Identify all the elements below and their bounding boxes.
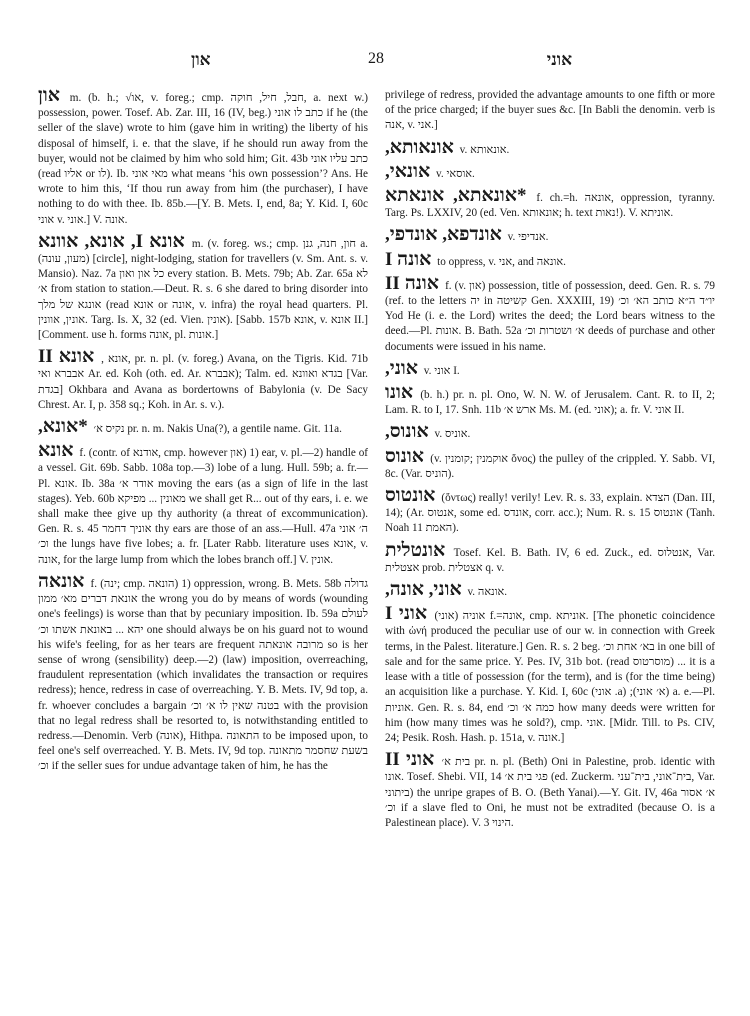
dictionary-entry [385, 445, 716, 482]
dictionary-entry [385, 136, 715, 158]
header-left-catchword: און [191, 50, 211, 69]
right-column [385, 88, 715, 837]
page-number: 28 [368, 50, 384, 67]
entry-text: v. אונאותא. [459, 143, 510, 156]
entry-text: (v. אוקמנין ;קומנין ὄνος) the pulley of the crippled. Y. Sabb. VI, 8c. (Var. הוניס). [385, 452, 716, 480]
entry-text: f. (ינה; cmp. הונאה) 1) oppression, wrong. B. Mets. 58b גדולה אונאת דברים מא׳ ממון the wrong you do by means of words (wounding one's feelings) is worse than that by pecuniary imposition. Ib. 59a לעולם יהא ... באונאת אשתו וכ׳ one should always be on his guard not to wound his wife's feeling, for as her tears are frequent מרובה אונאתה so is her sense of wrong (sensibility) deep.—2) (law) imposition, overreaching, fraudulent representation (which invalidates the transaction or requires redress); hence, redress in case of overreaching. Y. B. Mets. IV, 9d top, a. fr. whoever concludes a bargain בטנה שאין לו א׳ וכ׳ with the provision that no legal redress shall be resorted to, is notwithstanding entitled to redress.—Denomin. Verb (אונה), Hithpa. התאונה to be imposed upon, to feel one's self overreached. Y. B. Mets. IV, 9d top. בשעת שחסמר מתאונה וכ׳ if the seller sues for undue advantage taken of him, he has the [38, 577, 369, 773]
dictionary-entry [385, 749, 716, 831]
entry-text: v. אנדיפי. [507, 231, 549, 244]
dictionary-entry [38, 440, 369, 568]
entry-headword: אוני I [385, 603, 428, 625]
dictionary-entry [385, 485, 716, 537]
entry-headword: און [38, 85, 60, 106]
entry-headword: אוני II [385, 749, 435, 771]
entry-headword: אוני, [385, 357, 418, 379]
entry-headword: אונו [385, 382, 414, 404]
dictionary-entry [385, 357, 715, 379]
dictionary-entry [385, 421, 715, 443]
entry-text: f. (contr. of אודנא, cmp. however און) 1) ear, v. pl.—2) handle of a vessel. Git. 69b. Sabb. 108a top.—3) lobe of a lung. Hull. 59b; a. fr.—Pl. אונא. Ib. 38a אודר א׳ moving the ears (as a sign of life in the last stages). Yeb. 60b מאונין ... מפיקא we shall get R... out of thy ears, i. e. we shall make thee give up thy authority (a threat of excommunication). Gen. R. s. 45 אוניך דחמר thy ears are those of an ass.—Hull. 47a ה׳ אוני וכ׳ the lungs have five lobes; a. fr. [Later Rabb. literature uses אונא, v. אונה, for the large lump from which the lobes branch off.] V. אונין. [38, 447, 369, 566]
entry-text: m. (b. h.; √או, v. foreg.; cmp. חבל, חיל, חוקה, a. next w.) possession, power. Tosef. Ab. Zar. III, 16 (IV, beg.) כתב לו אוני if he (the seller of the slave) wrote to him (gave him in writing) the liberty of his disposal of himself, i. e. that the slave, if he should run away from the buyer, would not be claimed by him who sold him; Git. 43b כתב עליו אוני (read אליו or לו). Ib. מאי אוני what means ‘his own possession’? Ans. He wrote to him this, ‘If thou run away from him (the purchaser), I have nothing to do with thee. Ib. 85b.—[Y. B. Mets. I, end, 8a; Y. Kid. I, 60c אוני v. אוני.] V. אונה. [38, 92, 368, 226]
entry-text: Tosef. Kel. B. Bath. IV, 6 ed. Zuck., ed. אנטלוס, Var. אצטלית prob. אצטלית q. v. [385, 546, 715, 574]
dictionary-entry [385, 185, 715, 221]
entry-text: v. אוניס. [434, 428, 471, 441]
left-column [38, 85, 369, 781]
entry-text: (ὄντως) really! verily! Lev. R. s. 33, explain. הצדא (Dan. III, 14); (Ar. אנטוס, some ed. אונדס, corr. acc.); Num. R. s. 15 אונטוס (Tanh. Noah 11 האמת). [385, 492, 716, 535]
entry-text: , אונא, pr. n. pl. (v. foreg.) Avana, on the Tigris. Kid. 71b אבברא ואי Ar. ed. Koh (oth. ed. Ar. אבברא); Talm. ed. בגדא ואוונא [Var. בגדת] Okhbara and Avana as bordertowns of Babylonia (v. De Sacy Chrest. Ar. I, p. 358 sq.; Koh. in Ar. s. v.). [38, 353, 369, 411]
page-header [38, 50, 714, 76]
entry-headword: אונא [38, 440, 74, 462]
dictionary-entry [38, 346, 369, 413]
entry-text: f. (v. און) possession, title of possession, deed. Gen. R. s. 79 (ref. to the letters יה in קשיטה Gen. XXXIII, 19) יו״ד ה״א כותב הא׳ וכ׳ Yod He (i. e. the Lord) writes the deed; the Lord bears witness to the deed.—Pl. אונות. B. Bath. 52a א׳ ושטרות וכ׳ deeds of purchase and other documents were issued in his name. [385, 279, 715, 353]
header-right-catchword: אוני [546, 50, 572, 69]
entry-headword: אונאי, [385, 160, 431, 182]
dictionary-entry [385, 603, 716, 746]
entry-headword: *אונאתא, אונאתא [385, 185, 527, 207]
entry-headword: אונה II [385, 272, 439, 294]
dictionary-entry [385, 248, 715, 270]
dictionary-entry [385, 272, 715, 355]
dictionary-entry [38, 85, 368, 228]
dictionary-entry [38, 230, 369, 343]
entry-text: privilege of redress, provided the advantage amounts to one fifth or more of the price charged; if the buyer sues &c. [In Babli the denomin. verb is אנה, v. אני.] [385, 89, 715, 132]
entry-headword: אונדפא, אונדפי, [385, 224, 502, 246]
entry-headword: אונוס, [385, 421, 429, 443]
entry-headword: אונא II [38, 346, 95, 368]
dictionary-entry [385, 579, 715, 601]
dictionary-entry [385, 382, 716, 418]
entry-headword: אוני, אונה, [385, 579, 462, 601]
entry-text: v. אוני I. [423, 364, 460, 377]
dictionary-entry-continuation [385, 88, 715, 134]
entry-headword: אונאותא, [385, 136, 454, 158]
entry-text: v. אונאה. [467, 586, 508, 599]
dictionary-entry [38, 416, 368, 438]
entry-headword: אונוס [385, 445, 424, 467]
entry-text: (אוני) אוניה f.=אונה, cmp. אוניתא. [The phonetic coincidence with ὠνή produced the peculiar use of our w. in connection with Greek terms, in the Palest. literature.] Gen. R. s. 2 beg. בא׳ אחת וכ׳ in one bill of sale and for the same price. Y. Pes. IV, 31b bot. (read מוסרטוס) ... it is a lease with a title of possession (for the term), and is (for the time being) an acquisition like a purchase. Y. Kid. I, 60c (אוני .a) ;(א׳ אוני) a. e.—Pl. אוניות. Gen. R. s. 84, end כמה א׳ וכ׳ how many deeds were written for him (how many times was he sold?), cmp. אוני. [Midr. Till. to Ps. CIV, 24; Pesik. Rosh. Hash. p. 151a, v. אונה.] [385, 610, 716, 744]
entry-headword: אונטוס [385, 485, 436, 507]
entry-text: בית א׳ pr. n. pl. (Beth) Oni in Palestine, prob. identic with אונו. Tosef. Shebi. VII, 14 פגי בית א׳ (ed. Zuckerm. בית־אוני, בית־עני, Var. ביתוני) the unripe grapes of B. O. (Beth Yanai).—Y. Git. IV, 46a א׳ אסור וכ׳ if a slave fled to Oni, he must not be extradited (because O. is a Palestinean place). V. הינוי 3. [385, 756, 716, 829]
dictionary-entry [385, 224, 715, 246]
dictionary-entry [38, 570, 369, 775]
dictionary-entry [385, 539, 715, 576]
dictionary-entry [385, 160, 715, 182]
entry-headword: אונטלית [385, 539, 446, 561]
entry-headword: *אונא, [38, 416, 88, 438]
entry-text: to oppress, v. אני, and אונאה. [437, 255, 566, 268]
entry-headword: אונה I [385, 248, 432, 270]
entry-headword: אונא I, אונא, אוונא [38, 230, 185, 252]
entry-text: m. (v. foreg. ws.; cmp. חון, חנה, גנן a. (מעון, עונה) [circle], night-lodging, station for travellers (v. Sm. Ant. s. v. Mansio). Naz. 7a כל און ואון every station. B. Mets. 79b; Ab. Zar. 65a לא א׳ from station to station.—Deut. R. s. 6 she dared to bring disorder into אונגא של מלך (read אונא or אונה, v. infra) the royal head quarters. Pl. אונין, אוונין. Targ. Is. X, 32 (ed. Vien. אונין). [Sabb. 157b אונא, v. אונא II.] [Comment. use h. forms אונה, pl. אונות.] [38, 237, 369, 342]
entry-text: נקיס א׳ pr. n. m. Nakis Una(?), a gentile name. Git. 11a. [93, 423, 342, 436]
entry-text: (b. h.) pr. n. pl. Ono, W. N. W. of Jerusalem. Cant. R. to II, 2; Lam. R. to I, 17. Snh. 11b ארש א׳ Ms. M. (ed. אוני); a. fr. V. אוני II. [385, 389, 716, 417]
entry-text: v. אוסאי. [435, 167, 475, 180]
entry-text: f. ch.=h. אונאה, oppression, tyranny. Targ. Ps. LXXIV, 20 (ed. Ven. אונאותא; h. text נאות!). V. אוניתא. [385, 192, 715, 220]
entry-headword: אונאה [38, 570, 85, 592]
